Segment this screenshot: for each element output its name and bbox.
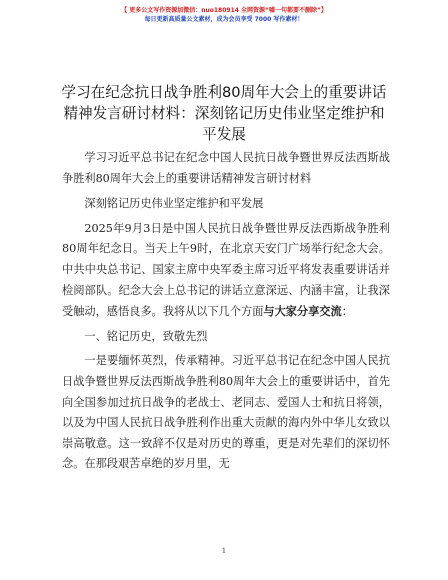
promo-banner-line-2: 每日更新高质量公文素材，成为会员享受 7000 写作素材！: [144, 16, 304, 23]
paragraph-intro: [62, 219, 390, 323]
page-number: 1: [221, 547, 227, 555]
bold-phrase: 与大家分享交流: [263, 304, 342, 319]
section-heading-1: 一、铭记历史，致敬先烈: [84, 329, 208, 343]
bold-phrase-suffix: ：: [341, 305, 353, 319]
promo-banner-line-1: 【 更多公文写作资源加微信：nuo180914 全网资源“嘘一句都要不删除”】: [121, 7, 327, 14]
paragraph-theme: 深刻铭记历史伟业坚定维护和平发展: [84, 197, 264, 211]
document-body: [62, 148, 390, 480]
paragraph-section-1-body: 一是要缅怀英烈，传承精神。习近平总书记在纪念中国人民抗日战争暨世界反法西斯战争胜利80周年大会上的重要讲话中，首先向全国参加过抗日战争的老战士、老同志、爱国人士和抗日将领，以及为中国人民抗日战争胜利作出重大贡献的海内外中华儿女致以崇高敬意。这一致辞不仅是对历史的尊重，更是对先辈们的深切怀念。在那段艰苦卓绝的岁月里，无: [62, 354, 390, 471]
paragraph-subtitle: 学习习近平总书记在纪念中国人民抗日战争暨世界反法西斯战争胜利80周年大会上的重要讲话精神发言研讨材料: [62, 151, 390, 185]
document-title: 学习在纪念抗日战争胜利80周年大会上的重要讲话精神发言研讨材料：深刻铭记历史伟业坚定维护和平发展: [61, 84, 387, 143]
promo-banner: [0, 6, 448, 24]
paragraph-intro-text: 2025年9月3日是中国人民抗日战争暨世界反法西斯战争胜利80周年纪念日。当天上午9时，在北京天安门广场举行纪念大会。中共中央总书记、国家主席中央军委主席习近平将发表重要讲话并检阅部队。纪念大会上总书记的讲话立意深远、内涵丰富，让我深受触动，感悟良多。我将从以下几个方面: [62, 221, 390, 319]
